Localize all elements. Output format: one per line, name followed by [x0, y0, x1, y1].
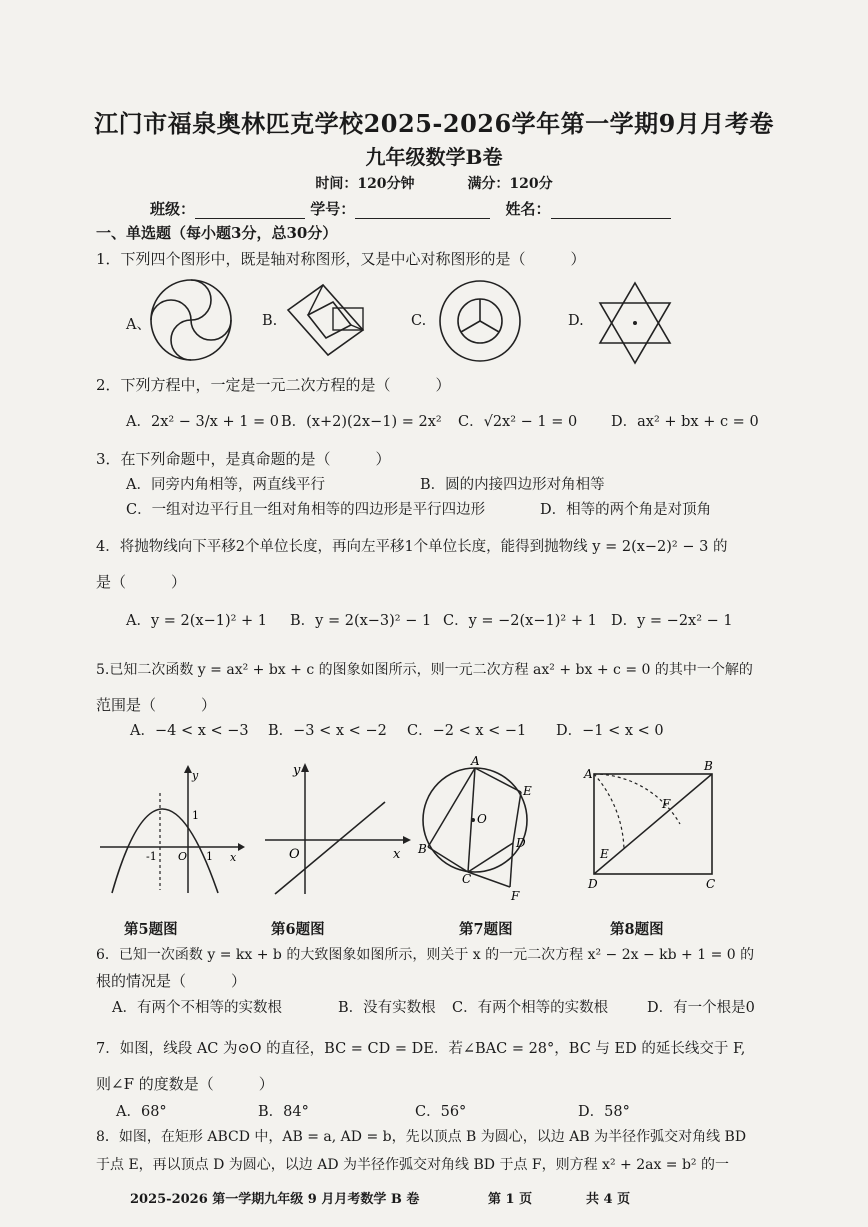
q3-option-a: A．同旁内角相等，两直线平行: [126, 477, 325, 493]
fig7-label-o: O: [477, 812, 487, 826]
q8-stem-2: 于点 E，再以顶点 D 为圆心，以边 AD 为半径作弧交对角线 BD 于点 F，则方程 x² + 2ax = b² 的一: [96, 1157, 729, 1173]
q2-option-d: D．ax² + bx + c = 0: [611, 414, 759, 430]
q3-option-d: D．相等的两个角是对顶角: [540, 502, 712, 518]
q1-figure-a: [146, 275, 236, 365]
id-blank[interactable]: [355, 204, 490, 219]
footer-total: 共 4 页: [586, 1192, 631, 1207]
q2-option-b: B．(x+2)(2x−1) = 2x²: [281, 414, 442, 430]
fig5-origin: O: [178, 850, 188, 863]
q6-option-c: C．有两个相等的实数根: [452, 1000, 609, 1016]
q1-stem: 1．下列四个图形中，既是轴对称图形，又是中心对称图形的是（ ）: [96, 250, 586, 268]
q1-figure-b: [283, 280, 373, 360]
q4-option-b: B．y = 2(x−3)² − 1: [290, 613, 432, 629]
q3-option-b: B．圆的内接四边形对角相等: [420, 477, 605, 493]
q4-option-a: A．y = 2(x−1)² + 1: [126, 613, 268, 629]
section-title: 一、单选题（每小题3分，总30分）: [96, 224, 338, 242]
fig8-label-c: C: [706, 877, 716, 891]
q1-figure-d: [590, 278, 680, 368]
q5-option-c: C．−2 < x < −1: [407, 723, 527, 739]
q6-option-b: B．没有实数根: [338, 1000, 436, 1016]
q5-stem: 5.已知二次函数 y = ax² + bx + c 的图象如图所示，则一元二次方程 ax² + bx + c = 0 的其中一个解的: [96, 662, 753, 678]
fig8-label-d: D: [588, 877, 598, 891]
q8-stem: 8．如图，在矩形 ABCD 中，AB = a, AD = b，先以顶点 B 为圆心，以边 AB 为半径作弧交对角线 BD: [96, 1129, 747, 1145]
q3-option-c: C．一组对边平行且一组对角相等的四边形是平行四边形: [126, 502, 486, 518]
fig7-label-e: E: [523, 784, 532, 798]
fig8-label-e: E: [600, 847, 609, 861]
q6-stem-2: 根的情况是（ ）: [96, 972, 247, 990]
q1-label-d: D.: [568, 313, 584, 329]
q1-label-b: B.: [262, 313, 278, 329]
class-blank[interactable]: [195, 204, 305, 219]
q3-stem: 3．在下列命题中，是真命题的是（ ）: [96, 450, 391, 468]
fig5-parabola: [100, 765, 245, 895]
fig7-label-a: A: [471, 754, 480, 768]
fig7-circle: [418, 755, 538, 905]
q4-option-c: C．y = −2(x−1)² + 1: [443, 613, 597, 629]
fig8-label-a: A: [584, 767, 593, 781]
q7-option-d: D．58°: [578, 1104, 630, 1120]
exam-time: 时间：120分钟: [315, 176, 415, 192]
name-label: 姓名：: [505, 200, 551, 218]
fig7-label-b: B: [418, 842, 427, 856]
fig8-caption: 第8题图: [610, 921, 664, 938]
fig7-label-c: C: [462, 872, 472, 886]
fig6-x-label: x: [393, 847, 401, 862]
q1-label-c: C.: [411, 313, 427, 329]
student-info: [150, 198, 671, 219]
q5-stem-2: 范围是（ ）: [96, 696, 217, 714]
fig6-origin: O: [289, 847, 300, 862]
fig8-label-f: F: [662, 797, 671, 811]
fig5-minus-one: -1: [146, 850, 157, 863]
fig5-intercept: 1: [192, 809, 199, 822]
fig7-label-d: D: [516, 836, 526, 850]
q6-stem: 6．已知一次函数 y = kx + b 的大致图象如图所示，则关于 x 的一元二次方程 x² − 2x − kb + 1 = 0 的: [96, 947, 755, 963]
fig6-line: [265, 762, 415, 897]
q2-option-c: C．√2x² − 1 = 0: [458, 414, 578, 430]
q7-option-b: B．84°: [258, 1104, 309, 1120]
q1-label-a: A、: [126, 317, 151, 333]
name-blank[interactable]: [551, 204, 671, 219]
fig5-one: 1: [206, 850, 213, 863]
fig5-x-label: x: [230, 851, 237, 864]
fig8-label-b: B: [704, 759, 713, 773]
exam-score: 满分：120分: [467, 176, 553, 192]
q4-stem: 4．将抛物线向下平移2个单位长度，再向左平移1个单位长度，能得到抛物线 y = 2(x−2)² − 3 的: [96, 539, 728, 555]
q7-stem-2: 则∠F 的度数是（ ）: [96, 1075, 274, 1093]
q6-option-a: A．有两个不相等的实数根: [112, 1000, 282, 1016]
q7-option-a: A．68°: [116, 1104, 167, 1120]
q6-option-d: D．有一个根是0: [647, 1000, 755, 1016]
fig5-caption: 第5题图: [124, 921, 178, 938]
fig7-label-f: F: [511, 889, 520, 903]
class-label: 班级：: [150, 200, 196, 218]
fig6-y-label: y: [293, 763, 301, 778]
q4-stem-2: 是（ ）: [96, 573, 187, 591]
exam-subtitle: 九年级数学B卷: [365, 145, 503, 169]
q7-stem: 7．如图，线段 AC 为⊙O 的直径，BC = CD = DE．若∠BAC = 28°，BC 与 ED 的延长线交于 F,: [96, 1041, 746, 1057]
q5-option-d: D．−1 < x < 0: [556, 723, 664, 739]
q5-option-a: A．−4 < x < −3: [130, 723, 249, 739]
q2-stem: 2．下列方程中，一定是一元二次方程的是（ ）: [96, 376, 451, 394]
exam-title: 江门市福泉奥林匹克学校2025-2026学年第一学期9月月考卷: [94, 109, 774, 138]
q1-figure-c: [435, 276, 525, 366]
id-label: 学号：: [310, 200, 356, 218]
fig6-caption: 第6题图: [271, 921, 325, 938]
q7-option-c: C．56°: [415, 1104, 467, 1120]
footer-page: 第 1 页: [488, 1192, 533, 1207]
q4-option-d: D．y = −2x² − 1: [611, 613, 733, 629]
exam-meta: [0, 173, 868, 193]
q5-option-b: B．−3 < x < −2: [268, 723, 387, 739]
q2-option-a: A．2x² − 3/x + 1 = 0: [126, 414, 280, 430]
fig7-caption: 第7题图: [459, 921, 513, 938]
fig8-rectangle: [580, 759, 720, 892]
fig5-y-label: y: [192, 769, 199, 782]
footer-exam-name: 2025-2026 第一学期九年级 9 月月考数学 B 卷: [130, 1192, 420, 1207]
